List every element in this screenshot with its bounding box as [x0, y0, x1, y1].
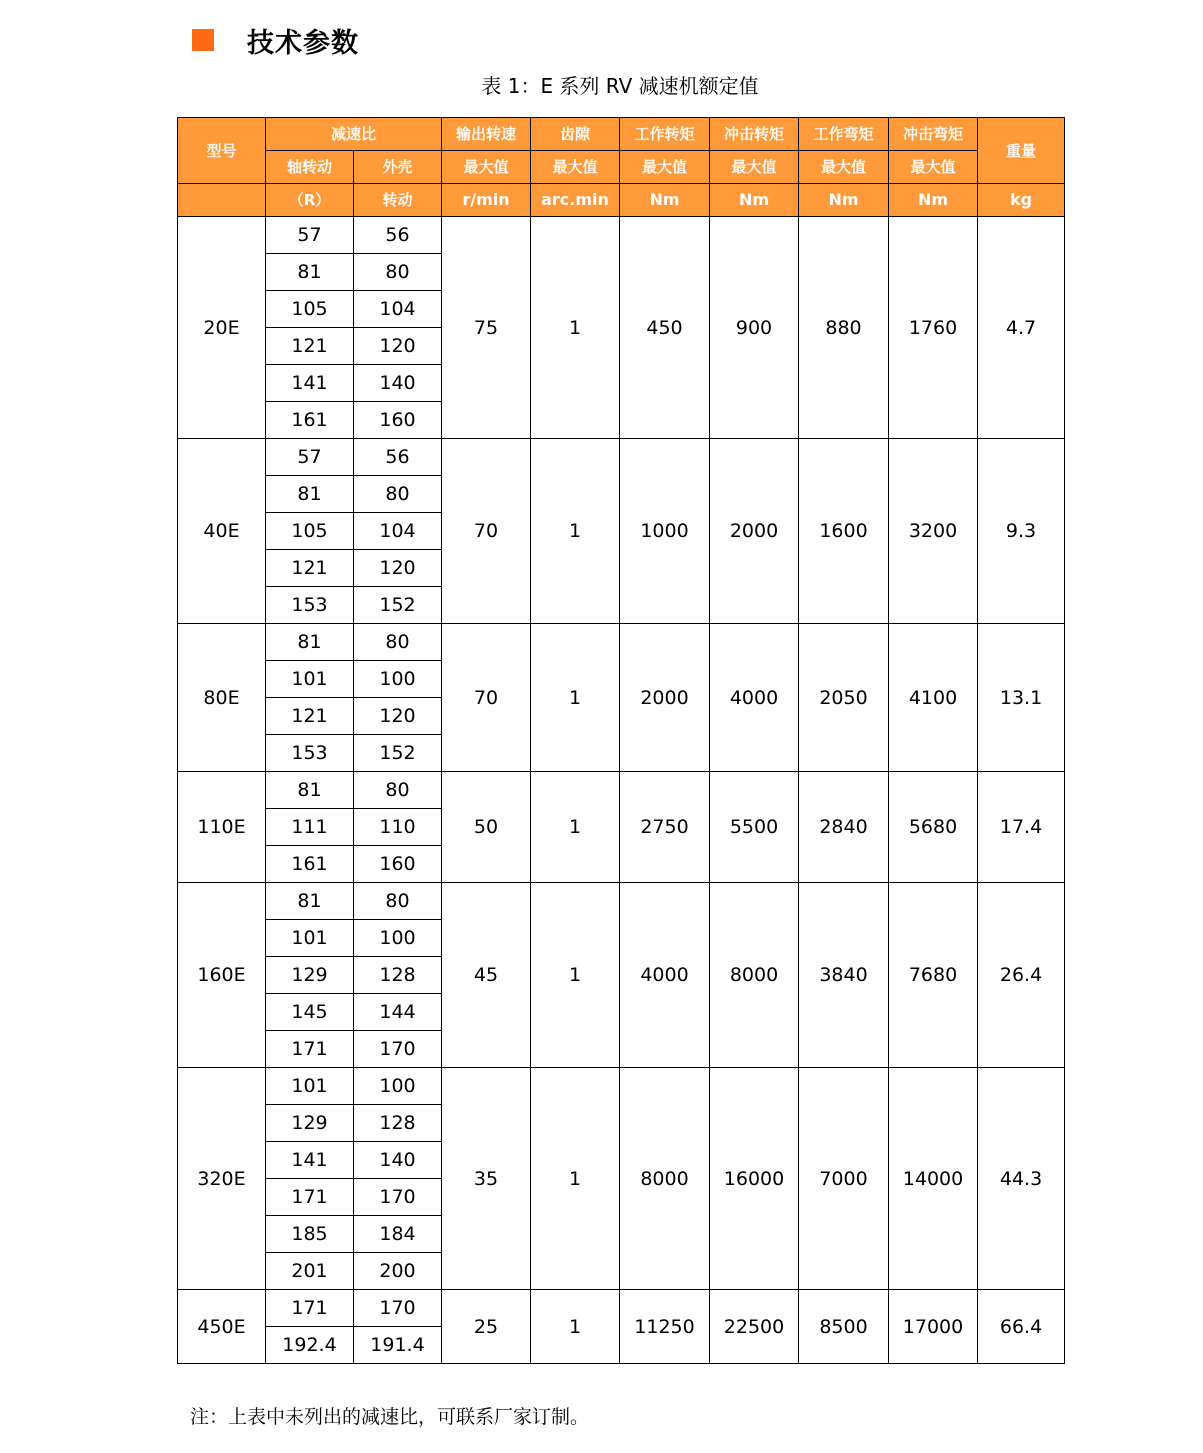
header-backlash-l2: 最大值: [531, 151, 620, 184]
shock-cell: 900: [710, 217, 799, 439]
shock-cell: 5500: [710, 772, 799, 883]
table-caption: 表 1：E 系列 RV 减速机额定值: [481, 74, 759, 98]
ratio-shaft-cell: 129: [266, 957, 354, 994]
ratio-shaft-cell: 192.4: [266, 1327, 354, 1364]
torque-cell: 2750: [620, 772, 710, 883]
ratio-case-cell: 80: [354, 254, 442, 291]
shockmoment-cell: 7680: [889, 883, 978, 1068]
header-ratio-case-l2: 转动: [354, 184, 442, 217]
weight-cell: 4.7: [978, 217, 1065, 439]
ratio-shaft-cell: 129: [266, 1105, 354, 1142]
shockmoment-cell: 1760: [889, 217, 978, 439]
ratio-shaft-cell: 153: [266, 587, 354, 624]
torque-cell: 4000: [620, 883, 710, 1068]
speed-cell: 25: [442, 1290, 531, 1364]
header-weight: 重量: [978, 118, 1065, 184]
model-cell: 40E: [178, 439, 266, 624]
header-shock-moment-line1: 冲击弯矩: [903, 125, 964, 143]
ratio-shaft-cell: 111: [266, 809, 354, 846]
backlash-cell: 1: [531, 1290, 620, 1364]
weight-cell: 66.4: [978, 1290, 1065, 1364]
header-torque-line1: 工作转矩: [634, 125, 695, 143]
header-ratio-shaft: [266, 151, 354, 184]
ratio-case-cell: 100: [354, 1068, 442, 1105]
ratio-shaft-cell: 171: [266, 1179, 354, 1216]
ratio-shaft-cell: 101: [266, 920, 354, 957]
speed-cell: 50: [442, 772, 531, 883]
ratio-shaft-cell: 81: [266, 883, 354, 920]
header-ratio-case-line1: 外壳: [382, 158, 413, 176]
header-backlash-line1: 齿隙: [560, 125, 591, 143]
shockmoment-cell: 4100: [889, 624, 978, 772]
header-torque-l2: 最大值: [620, 151, 710, 184]
ratio-case-cell: 140: [354, 365, 442, 402]
shockmoment-cell: 3200: [889, 439, 978, 624]
ratio-shaft-cell: 171: [266, 1290, 354, 1327]
ratio-case-cell: 170: [354, 1179, 442, 1216]
speed-cell: 35: [442, 1068, 531, 1290]
unit-torque: Nm: [620, 184, 710, 217]
ratio-case-cell: 144: [354, 994, 442, 1031]
weight-cell: 13.1: [978, 624, 1065, 772]
header-ratio-case: [354, 151, 442, 184]
ratio-case-cell: 140: [354, 1142, 442, 1179]
ratio-case-cell: 104: [354, 513, 442, 550]
ratio-case-cell: 160: [354, 846, 442, 883]
header-row-1: [178, 118, 1065, 151]
weight-cell: 17.4: [978, 772, 1065, 883]
ratio-shaft-cell: 161: [266, 846, 354, 883]
moment-cell: 8500: [799, 1290, 889, 1364]
model-cell: 20E: [178, 217, 266, 439]
shockmoment-cell: 14000: [889, 1068, 978, 1290]
ratio-case-cell: 104: [354, 291, 442, 328]
torque-cell: 11250: [620, 1290, 710, 1364]
ratio-shaft-cell: 153: [266, 735, 354, 772]
shock-cell: 2000: [710, 439, 799, 624]
ratio-shaft-cell: 185: [266, 1216, 354, 1253]
header-shock-moment-l2: 最大值: [889, 151, 978, 184]
moment-cell: 3840: [799, 883, 889, 1068]
unit-moment: Nm: [799, 184, 889, 217]
shockmoment-cell: 5680: [889, 772, 978, 883]
weight-cell: 44.3: [978, 1068, 1065, 1290]
header-model-cont: [178, 184, 266, 217]
ratio-case-cell: 100: [354, 920, 442, 957]
ratio-shaft-cell: 81: [266, 254, 354, 291]
ratio-case-cell: 152: [354, 735, 442, 772]
header-ratio-shaft-line1: 轴转动: [286, 158, 332, 176]
ratio-case-cell: 160: [354, 402, 442, 439]
ratio-shaft-cell: 141: [266, 1142, 354, 1179]
header-speed: [442, 118, 531, 151]
table-row: [178, 624, 1065, 661]
ratio-case-cell: 120: [354, 698, 442, 735]
header-row-2: [178, 151, 1065, 184]
torque-cell: 1000: [620, 439, 710, 624]
section-heading: [192, 18, 359, 62]
model-cell: 320E: [178, 1068, 266, 1290]
unit-speed: r/min: [442, 184, 531, 217]
ratio-case-cell: 200: [354, 1253, 442, 1290]
ratio-shaft-cell: 121: [266, 550, 354, 587]
torque-cell: 8000: [620, 1068, 710, 1290]
spec-table-body: [178, 217, 1065, 1364]
moment-cell: 2840: [799, 772, 889, 883]
header-torque: [620, 118, 710, 151]
ratio-shaft-cell: 105: [266, 291, 354, 328]
backlash-cell: 1: [531, 217, 620, 439]
moment-cell: 7000: [799, 1068, 889, 1290]
shockmoment-cell: 17000: [889, 1290, 978, 1364]
header-moment-l2: 最大值: [799, 151, 889, 184]
ratio-shaft-cell: 105: [266, 513, 354, 550]
ratio-case-cell: 100: [354, 661, 442, 698]
ratio-case-cell: 80: [354, 476, 442, 513]
unit-shock-moment: Nm: [889, 184, 978, 217]
model-cell: 110E: [178, 772, 266, 883]
header-shock-torque-l2: 最大值: [710, 151, 799, 184]
header-speed-l2: 最大值: [442, 151, 531, 184]
orange-square-icon: [192, 29, 214, 51]
header-ratio-shaft-l2: （R）: [266, 184, 354, 217]
model-cell: 80E: [178, 624, 266, 772]
ratio-shaft-cell: 201: [266, 1253, 354, 1290]
ratio-case-cell: 170: [354, 1031, 442, 1068]
ratio-shaft-cell: 145: [266, 994, 354, 1031]
backlash-cell: 1: [531, 439, 620, 624]
backlash-cell: 1: [531, 883, 620, 1068]
unit-weight: kg: [978, 184, 1065, 217]
weight-cell: 26.4: [978, 883, 1065, 1068]
header-moment: [799, 118, 889, 151]
ratio-shaft-cell: 171: [266, 1031, 354, 1068]
header-moment-line1: 工作弯矩: [813, 125, 874, 143]
ratio-shaft-cell: 81: [266, 624, 354, 661]
header-shock-torque: [710, 118, 799, 151]
model-cell: 450E: [178, 1290, 266, 1364]
ratio-shaft-cell: 81: [266, 772, 354, 809]
table-row: [178, 217, 1065, 254]
ratio-shaft-cell: 101: [266, 1068, 354, 1105]
header-ratio: 减速比: [266, 118, 442, 151]
header-speed-line1: 输出转速: [456, 125, 517, 143]
ratio-case-cell: 170: [354, 1290, 442, 1327]
ratio-case-cell: 184: [354, 1216, 442, 1253]
header-shock-moment: [889, 118, 978, 151]
moment-cell: 1600: [799, 439, 889, 624]
speed-cell: 70: [442, 624, 531, 772]
unit-shock-torque: Nm: [710, 184, 799, 217]
moment-cell: 880: [799, 217, 889, 439]
shock-cell: 4000: [710, 624, 799, 772]
torque-cell: 450: [620, 217, 710, 439]
ratio-case-cell: 56: [354, 217, 442, 254]
ratio-shaft-cell: 121: [266, 328, 354, 365]
section-title: 技术参数: [247, 27, 359, 59]
spec-table: [177, 117, 1065, 1364]
unit-backlash: arc.min: [531, 184, 620, 217]
table-row: [178, 439, 1065, 476]
ratio-case-cell: 110: [354, 809, 442, 846]
backlash-cell: 1: [531, 624, 620, 772]
backlash-cell: 1: [531, 772, 620, 883]
shock-cell: 22500: [710, 1290, 799, 1364]
footnote: 注：上表中未列出的减速比，可联系厂家订制。: [190, 1406, 590, 1428]
ratio-case-cell: 120: [354, 550, 442, 587]
ratio-shaft-cell: 141: [266, 365, 354, 402]
ratio-case-cell: 128: [354, 1105, 442, 1142]
speed-cell: 75: [442, 217, 531, 439]
ratio-shaft-cell: 121: [266, 698, 354, 735]
ratio-shaft-cell: 161: [266, 402, 354, 439]
table-row: [178, 1068, 1065, 1105]
ratio-case-cell: 80: [354, 624, 442, 661]
table-row: [178, 772, 1065, 809]
table-row: [178, 1290, 1065, 1327]
ratio-case-cell: 56: [354, 439, 442, 476]
backlash-cell: 1: [531, 1068, 620, 1290]
ratio-shaft-cell: 81: [266, 476, 354, 513]
ratio-shaft-cell: 101: [266, 661, 354, 698]
ratio-case-cell: 128: [354, 957, 442, 994]
ratio-shaft-cell: 57: [266, 217, 354, 254]
moment-cell: 2050: [799, 624, 889, 772]
weight-cell: 9.3: [978, 439, 1065, 624]
speed-cell: 70: [442, 439, 531, 624]
ratio-case-cell: 152: [354, 587, 442, 624]
torque-cell: 2000: [620, 624, 710, 772]
header-backlash: [531, 118, 620, 151]
ratio-shaft-cell: 57: [266, 439, 354, 476]
header-model: 型号: [178, 118, 266, 184]
shock-cell: 8000: [710, 883, 799, 1068]
shock-cell: 16000: [710, 1068, 799, 1290]
ratio-case-cell: 80: [354, 772, 442, 809]
table-row: [178, 883, 1065, 920]
ratio-case-cell: 80: [354, 883, 442, 920]
header-shock-torque-line1: 冲击转矩: [724, 125, 785, 143]
ratio-case-cell: 120: [354, 328, 442, 365]
speed-cell: 45: [442, 883, 531, 1068]
ratio-case-cell: 191.4: [354, 1327, 442, 1364]
model-cell: 160E: [178, 883, 266, 1068]
